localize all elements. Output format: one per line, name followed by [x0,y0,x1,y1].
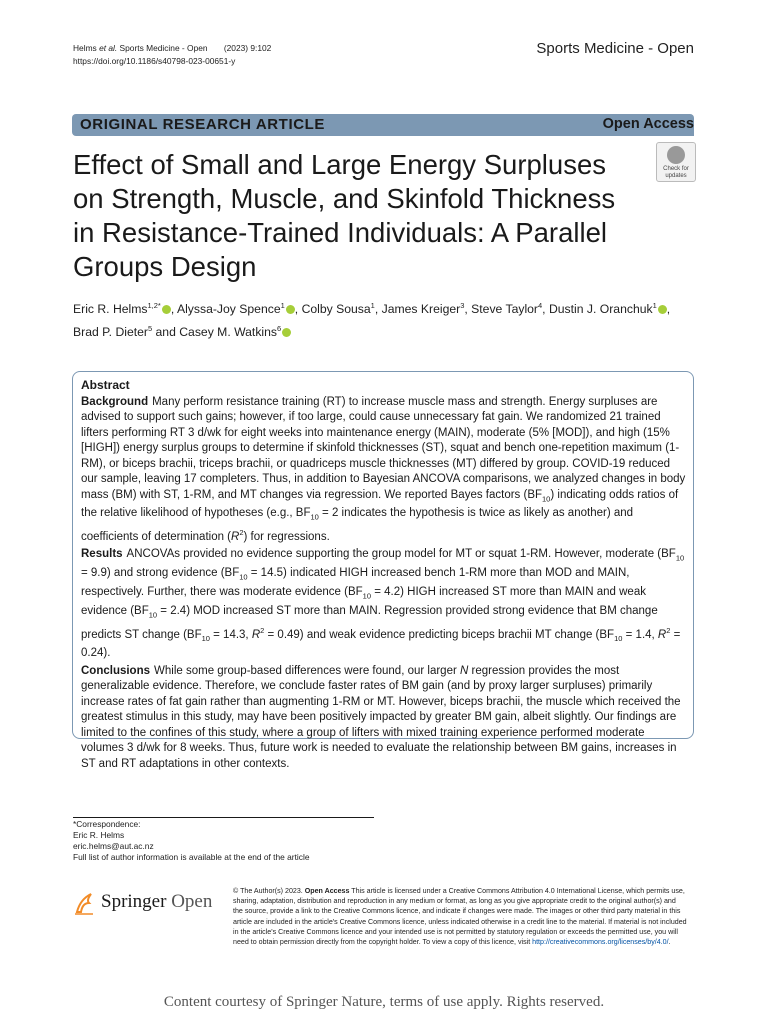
correspondence-email[interactable]: eric.helms@aut.ac.nz [73,841,154,851]
author[interactable] [179,325,291,339]
citation-header [73,42,271,68]
author-name: Eric R. Helms [73,302,148,317]
author-list: Eric R. Helms$^{1,2*}$ , Alyssa-Joy Spence$^1$ , Colby Sousa$^1$, James Kreiger$^3$, Steve Taylor$^4$, Dustin J. Oranchuk$^1$ , Brad P. Dieter$^5$ and Casey M. Watkins$^6$ [73,301,671,340]
footnote-rule [73,817,374,818]
open-access-label: Open Access [602,116,694,132]
author-info-note: Full list of author information is available at the end of the article [73,852,310,862]
background-label: Background [81,395,149,408]
author[interactable] [177,302,295,316]
author[interactable] [302,302,375,316]
author-affiliation: 1 [280,301,285,310]
abstract-background: Background Many perform resistance training (RT) to increase muscle mass and strength. Energy surpluses are advised to support such gains; however, if too large, could cause unnecessary fat gain. We randomized 21 trained lifters performing RT 3 d/wk for eight weeks into maintenance energy (MAIN), moderate (5% [MOD]), and high (15% [HIGH]) energy surplus groups to determine if skinfold thicknesses (ST), squat and bench one-repetition maximum (1-RM), or biceps brachii, triceps brachii, or quadriceps muscle thicknesses (MT) differed by group. COVID-19 reduced our sample, leaving 17 completers. Thus, in addition to Bayesian ANCOVA comparisons, we analyzed changes in body mass (BM) with ST, 1-RM, and MT changes via regression. We reported Bayes factors $(BF_{10})$ indicating odds ratios of the relative likelihood of hypotheses (e.g., $BF_{10} = 2$ indicates the hypothesis is twice as likely as another) and coefficients of determination $(R^2)$ for regressions. [81,395,686,543]
correspondence-name: Eric R. Helms [73,830,125,840]
journal-name: Sports Medicine - Open [536,40,694,57]
springer-horse-icon [73,890,97,916]
abstract-heading: Abstract [81,378,130,392]
orcid-icon[interactable] [162,305,171,314]
content-courtesy-footer: Content courtesy of Springer Nature, terms of use apply. Rights reserved. [163,994,605,1010]
springer-logo-name: Springer [101,891,167,912]
author-name: James Kreiger [381,302,461,317]
author-affiliation: 6 [277,324,282,334]
citation-journal: Sports Medicine - Open [117,43,208,53]
springer-logo-open: Open [171,891,213,912]
author-affiliation: 1,2* [147,301,161,310]
article-type-label: ORIGINAL RESEARCH ARTICLE [80,116,326,133]
abstract-conclusions: Conclusions While some group-based differences were found, our larger N regression provides the most generalizable evidence. Therefore, we conclude faster rates of BM gain (and by proxy larger surpluses) primarily increase rates of fat gain rather than augmenting 1-RM or MT. However, biceps brachii, the muscle which received the greatest stimulus in this study, may have been positively impacted by greater BM gain, albeit slightly. Our findings are limited to the confines of this study, where a group of lifters with mixed training experience performed moderate volumes 3 d/wk for 8 weeks. Thus, future work is needed to evaluate the relationship between BM gains, increases in ST and RT adaptations in other contexts. [81,664,681,770]
citation-etal: et al. [99,43,118,53]
author[interactable] [73,325,152,339]
orcid-icon[interactable] [282,328,291,337]
author[interactable] [73,302,171,316]
author[interactable] [471,302,542,316]
orcid-icon[interactable] [658,305,667,314]
author[interactable] [382,302,465,316]
results-label: Results [81,548,123,561]
abstract-results: Results ANCOVAs provided no evidence supporting the group model for MT or squat 1-RM. However, moderate $(BF_{10} = 9.9)$ and strong evidence $(BF_{10} = 14.5)$ indicated HIGH increased bench 1-RM more than MOD and MAIN, respectively. Further, there was moderate evidence $(BF_{10} = 4.2)$ HIGH increased ST more than MAIN and weak evidence $(BF_{10} = 2.4)$ MOD increased ST more than MAIN. Regression provided strong evidence that BM change predicts ST change ($BF_{10} = 14.3$, $R^2 = 0.49$) and weak evidence predicting biceps brachii MT change ($BF_{10} = 1.4$, $R^2 = 0.24$). [81,548,685,660]
author-name: Casey M. Watkins [179,325,277,340]
check-for-updates-badge[interactable] [656,142,696,182]
conclusions-label: Conclusions [81,664,151,677]
license-open-access: Open Access [304,887,350,895]
orcid-icon[interactable] [286,305,295,314]
author-name: Alyssa-Joy Spence [176,302,281,317]
author-affiliation: 4 [538,301,543,310]
author-affiliation: 5 [147,324,153,334]
license-link[interactable]: http://creativecommons.org/licenses/by/4.0/ [532,938,669,947]
citation-authors: Helms [73,43,100,53]
author-affiliation: 3 [460,301,465,310]
author-name: Colby Sousa [301,302,371,317]
author-name: Steve Taylor [471,302,538,317]
article-title: Effect of Small and Large Energy Surpluses on Strength, Muscle, and Skinfold Thickness in Resistance-Trained Individuals: A Parallel Groups Design [73,149,616,282]
abstract [81,378,687,774]
author[interactable] [549,302,667,316]
springer-open-logo [101,891,212,913]
doi-link[interactable]: https://doi.org/10.1186/s40798-023-00651-y [73,56,236,66]
check-updates-icon [667,146,685,164]
check-updates-label: Check for updates [663,166,689,179]
author-affiliation: 1 [370,301,375,310]
author-name: Dustin J. Oranchuk [548,302,653,317]
author-name: Brad P. Dieter [73,325,148,340]
license-end: . [668,938,671,947]
citation-year: (2023) 9:102 [223,43,272,53]
license-text [233,886,687,947]
license-copyright: © The Author(s) 2023. [233,887,305,895]
author-affiliation: 1 [652,301,657,310]
correspondence [73,819,310,863]
correspondence-label: *Correspondence: [73,819,141,829]
license-body: This article is licensed under a Creative Commons Attribution 4.0 International License, which permits use, sharing, adaptation, distribution and reproduction in any medium or format, as long as you give appropriate credit to the original author(s) and the source, provide a link to the Creative Commons licence, and indicate if changes were made. The images or other third party material in this article are included in the article's Creative Commons licence, unless indicated otherwise in a credit line to the material. If material is not included in the article's Creative Commons licence and your intended use is not permitted by statutory regulation or exceeds the permitted use, you will need to obtain permission directly from the copyright holder. To view a copy of this licence, visit [233,887,687,947]
